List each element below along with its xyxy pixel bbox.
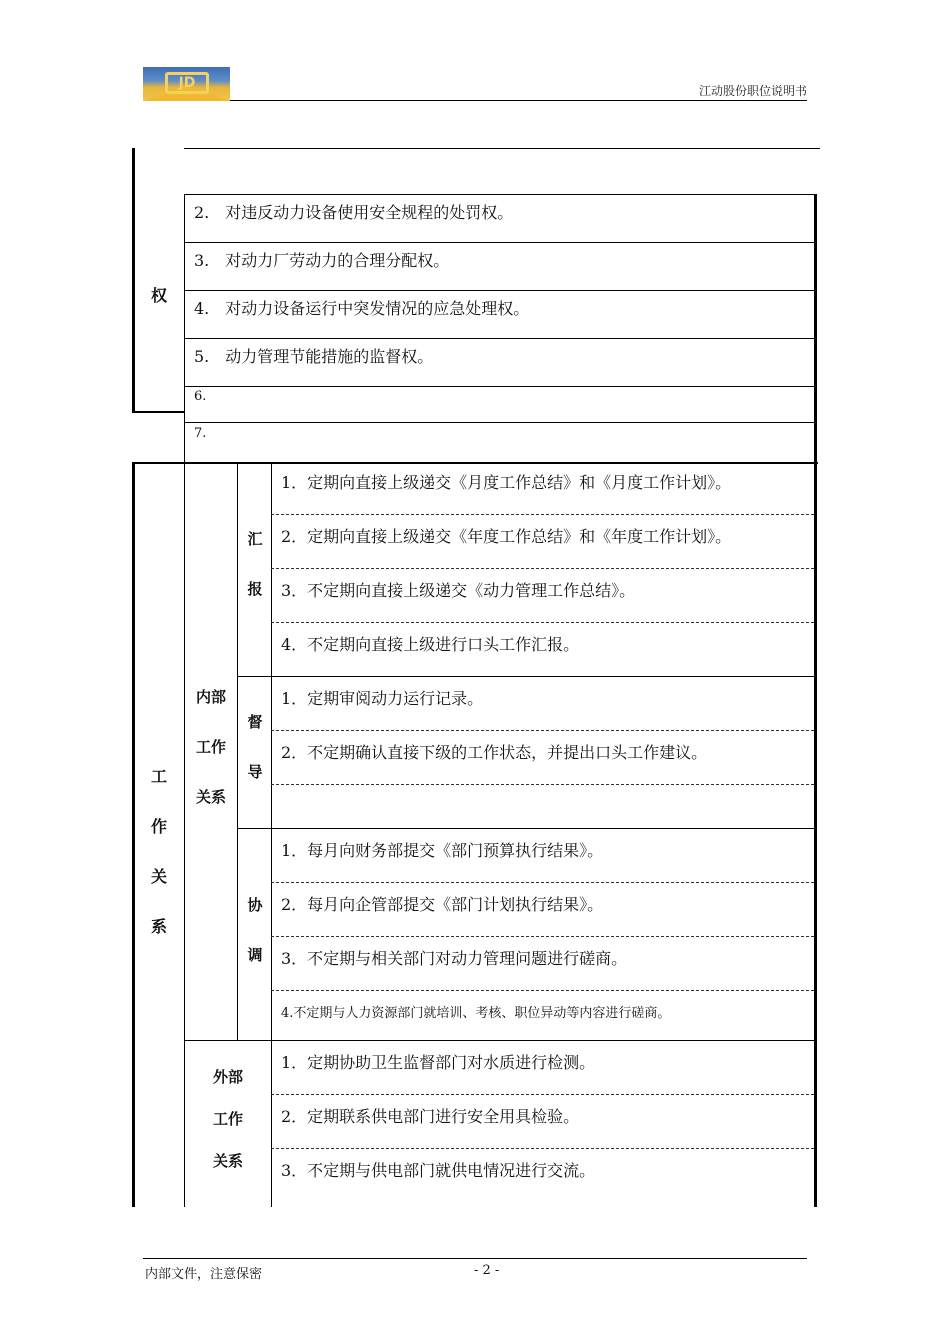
row-line (184, 290, 816, 291)
internal-label-line: 工作 (195, 738, 226, 756)
report-label-char: 报 (247, 580, 263, 598)
report-label-char: 汇 (247, 530, 263, 548)
dashed-row-line (271, 882, 814, 883)
external-item: 3．不定期与供电部门就供电情况进行交流。 (281, 1161, 596, 1180)
coordinate-item: 1．每月向财务部提交《部门预算执行结果》。 (281, 841, 604, 860)
authority-item: 6. (194, 389, 207, 404)
col-divider (237, 462, 238, 1040)
supervise-label-char: 导 (247, 763, 263, 781)
authority-item: 5. 动力管理节能措施的监督权。 (194, 347, 434, 366)
page-number: - 2 - (474, 1263, 500, 1278)
section-line (237, 676, 816, 677)
footer-divider (143, 1258, 807, 1259)
supervise-item: 2．不定期确认直接下级的工作状态，并提出口头工作建议。 (281, 743, 708, 762)
authority-item: 2. 对违反动力设备使用安全规程的处罚权。 (194, 203, 514, 222)
supervise-item: 1．定期审阅动力运行记录。 (281, 689, 484, 708)
external-label-line: 外部 (212, 1068, 243, 1086)
row-line (184, 386, 816, 387)
coordinate-item: 4.不定期与人力资源部门就培训、考核、职位异动等内容进行磋商。 (281, 1006, 671, 1021)
row-line (184, 194, 816, 195)
label-col-divider (184, 194, 185, 464)
report-item: 4．不定期向直接上级进行口头工作汇报。 (281, 635, 580, 654)
authority-label: 权 (150, 286, 167, 305)
dashed-row-line (271, 1148, 814, 1149)
internal-label-line: 关系 (195, 788, 226, 806)
authority-item: 4. 对动力设备运行中突发情况的应急处理权。 (194, 299, 530, 318)
col-divider (271, 462, 272, 1207)
dashed-row-line (271, 622, 814, 623)
table-right-border (814, 462, 817, 1207)
dashed-row-line (271, 1094, 814, 1095)
company-logo (143, 67, 230, 101)
external-label-line: 关系 (212, 1152, 243, 1170)
table-top-border (132, 462, 818, 464)
report-item: 2．定期向直接上级递交《年度工作总结》和《年度工作计划》。 (281, 527, 732, 546)
authority-item: 3. 对动力厂劳动力的合理分配权。 (194, 251, 450, 270)
table-top-border (184, 148, 820, 149)
coordinate-label-char: 调 (247, 946, 263, 964)
work-relations-label-char: 作 (150, 817, 167, 836)
dashed-row-line (271, 936, 814, 937)
confidential-note: 内部文件，注意保密 (145, 1267, 263, 1282)
work-relations-label-char: 工 (150, 767, 167, 786)
dashed-row-line (271, 568, 814, 569)
dashed-row-line (271, 514, 814, 515)
table-right-border (814, 194, 817, 464)
table-left-border (132, 148, 135, 413)
coordinate-item: 3．不定期与相关部门对动力管理问题进行磋商。 (281, 949, 628, 968)
header-divider (230, 100, 807, 101)
coordinate-label-char: 协 (247, 896, 263, 914)
logo-mark: JD (165, 72, 209, 94)
dashed-row-line (271, 784, 814, 785)
section-line (237, 828, 816, 829)
external-item: 1．定期协助卫生监督部门对水质进行检测。 (281, 1053, 596, 1072)
supervise-label-char: 督 (247, 713, 263, 731)
document-title: 江动股份职位说明书 (698, 84, 807, 98)
dashed-row-line (271, 730, 814, 731)
external-label-line: 工作 (212, 1110, 243, 1128)
coordinate-item: 2．每月向企管部提交《部门计划执行结果》。 (281, 895, 604, 914)
row-line (184, 338, 816, 339)
row-line (184, 422, 816, 423)
authority-item: 7. (194, 426, 207, 441)
col-divider (184, 462, 185, 1207)
row-line (184, 242, 816, 243)
report-item: 3．不定期向直接上级递交《动力管理工作总结》。 (281, 581, 636, 600)
table-left-border (132, 462, 135, 1207)
internal-label-line: 内部 (195, 688, 226, 706)
external-item: 2．定期联系供电部门进行安全用具检验。 (281, 1107, 580, 1126)
report-item: 1．定期向直接上级递交《月度工作总结》和《月度工作计划》。 (281, 473, 732, 492)
dashed-row-line (271, 990, 814, 991)
work-relations-label-char: 系 (150, 917, 167, 936)
work-relations-label-char: 关 (150, 867, 167, 886)
label-bottom-border (132, 411, 185, 413)
section-line (184, 1040, 816, 1041)
